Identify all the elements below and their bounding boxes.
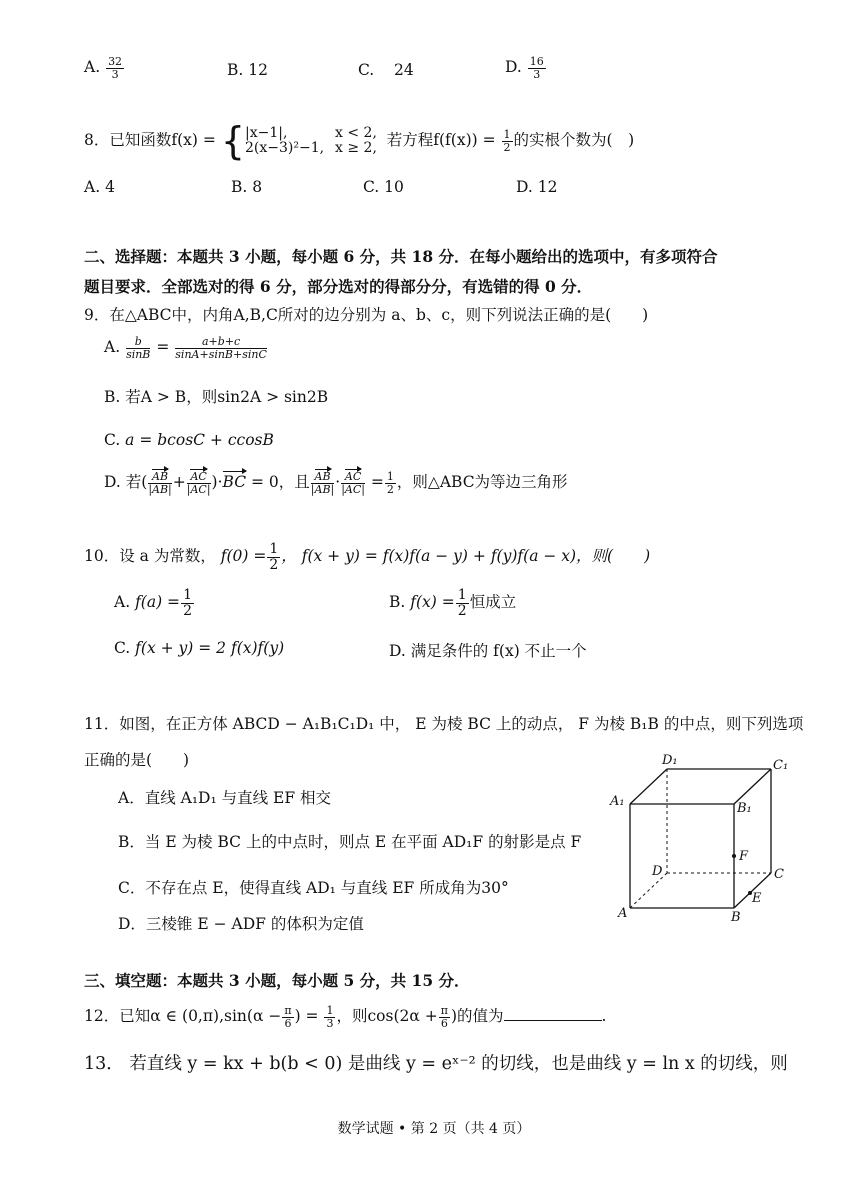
edge-b1c1 xyxy=(734,769,771,804)
q9-stem: 9．在△ABC中，内角A,B,C所对的边分别为 a、b、c，则下列说法正确的是( ) xyxy=(84,306,649,324)
point-f xyxy=(732,854,736,858)
q7-option-a: A. $\frac{32}{3}$ xyxy=(84,55,123,81)
q8-option-a: A. 4 xyxy=(84,178,115,196)
section2-heading-line1: 二、选择题：本题共 3 小题，每小题 6 分，共 18 分．在每小题给出的选项中，有多项符合 xyxy=(84,247,718,266)
q10-option-d: D. 满足条件的 f(x) 不止一个 xyxy=(389,642,587,660)
q11-option-b: B．当 E 为棱 BC 上的中点时，则点 E 在平面 AD₁F 的射影是点 F xyxy=(118,833,582,851)
piecewise-brace: { xyxy=(220,119,245,163)
label-f: F xyxy=(739,849,749,864)
edge-a1d1 xyxy=(630,769,667,804)
label-c1: C₁ xyxy=(773,758,789,773)
q9-option-b: B. 若A > B，则sin2A > sin2B xyxy=(104,388,329,406)
q8-stem: 8．已知函数f(x) = { |x−1|, 2(x−3)²−1, x < 2, x ≥ 2, 若方程f(f(x)) = $\frac{1}{2}$ 的实根个数为( ) xyxy=(84,119,635,163)
q12-answer-blank[interactable] xyxy=(504,1006,602,1021)
q10-option-c: C. f(x + y) = 2 f(x)f(y) xyxy=(114,639,285,657)
q7-d-fraction: $\frac{16}{3}$ xyxy=(529,55,544,81)
piecewise-conditions: x < 2, x ≥ 2, xyxy=(335,124,377,156)
q8-option-d: D. 12 xyxy=(516,178,558,196)
label-b1: B₁ xyxy=(737,801,752,816)
label-a1: A₁ xyxy=(610,794,625,809)
label-d1: D₁ xyxy=(662,753,678,768)
q11-option-d: D．三棱锥 E − ADF 的体积为定值 xyxy=(118,915,364,933)
q7-option-c: C. 24 xyxy=(358,61,414,79)
q8-option-c: C. 10 xyxy=(363,178,404,196)
q12-stem: 12．已知α ∈ (0,π),sin(α − $\frac{\pi}{6}$ ) = $\frac{1}{3}$ ，则cos(2α + $\frac{\pi}{6}$ )的值为 . xyxy=(84,1003,607,1030)
section2-heading-line2: 题目要求．全部选对的得 6 分，部分选对的得部分分，有选错的得 0 分． xyxy=(84,277,593,296)
label-a: A xyxy=(618,906,628,921)
q11-stem-line1: 11．如图，在正方体 ABCD − A₁B₁C₁D₁ 中， E 为棱 BC 上的动点， F 为棱 B₁B 的中点，则下列选项 xyxy=(84,715,804,733)
label-d: D xyxy=(652,864,663,879)
q11-stem-line2: 正确的是( ) xyxy=(84,751,190,769)
q7-option-b: B. 12 xyxy=(227,61,268,79)
label-c: C xyxy=(774,867,784,882)
q9-option-d: D. 若( $\frac{AB}{|AB|}$ + $\frac{AC}{|AC|}$ )·BC = 0，且 $\frac{AB}{|AB|}$ · $\frac{AC}{|AC|}$ = $\frac{1}{2}$ ，则△ABC为等边三角形 xyxy=(104,469,568,496)
q7-a-fraction: $\frac{32}{3}$ xyxy=(108,55,123,81)
q11-option-c: C．不存在点 E，使得直线 AD₁ 与直线 EF 所成角为30° xyxy=(118,879,509,897)
label-b: B xyxy=(731,910,741,925)
q9-option-a: A. $\frac{b}{\sin B}$ = $\frac{a+b+c}{\sin A+\sin B+\sin C}$ xyxy=(104,335,267,361)
q10-option-b: B. f(x) = $\frac{1}{2}$ 恒成立 xyxy=(389,587,517,619)
q10-stem: 10．设 a 为常数， f(0) = $\frac{1}{2}$ ， f(x + y) = f(x)f(a − y) + f(y)f(a − x)，则( ) xyxy=(84,541,651,573)
q8-option-b: B. 8 xyxy=(231,178,263,196)
cube-figure xyxy=(600,745,800,925)
page-footer: 数学试题 • 第 2 页（共 4 页） xyxy=(337,1121,531,1137)
q7-option-d: D. $\frac{16}{3}$ xyxy=(505,55,544,81)
q9-option-c: C. a = bcosC + ccosB xyxy=(104,431,274,449)
q8-rhs-fraction: $\frac{1}{2}$ xyxy=(503,127,511,154)
q13-stem: 13． 若直线 y = kx + b(b < 0) 是曲线 y = eˣ⁻² 的切线，也是曲线 y = ln x 的切线，则 xyxy=(84,1054,788,1074)
q11-option-a: A．直线 A₁D₁ 与直线 EF 相交 xyxy=(118,789,332,807)
piecewise-expressions: |x−1|, 2(x−3)²−1, xyxy=(245,124,325,156)
section3-heading: 三、填空题：本题共 3 小题，每小题 5 分，共 15 分． xyxy=(84,971,470,990)
label-e: E xyxy=(752,891,762,906)
q10-option-a: A. f(a) = $\frac{1}{2}$ xyxy=(114,587,192,619)
